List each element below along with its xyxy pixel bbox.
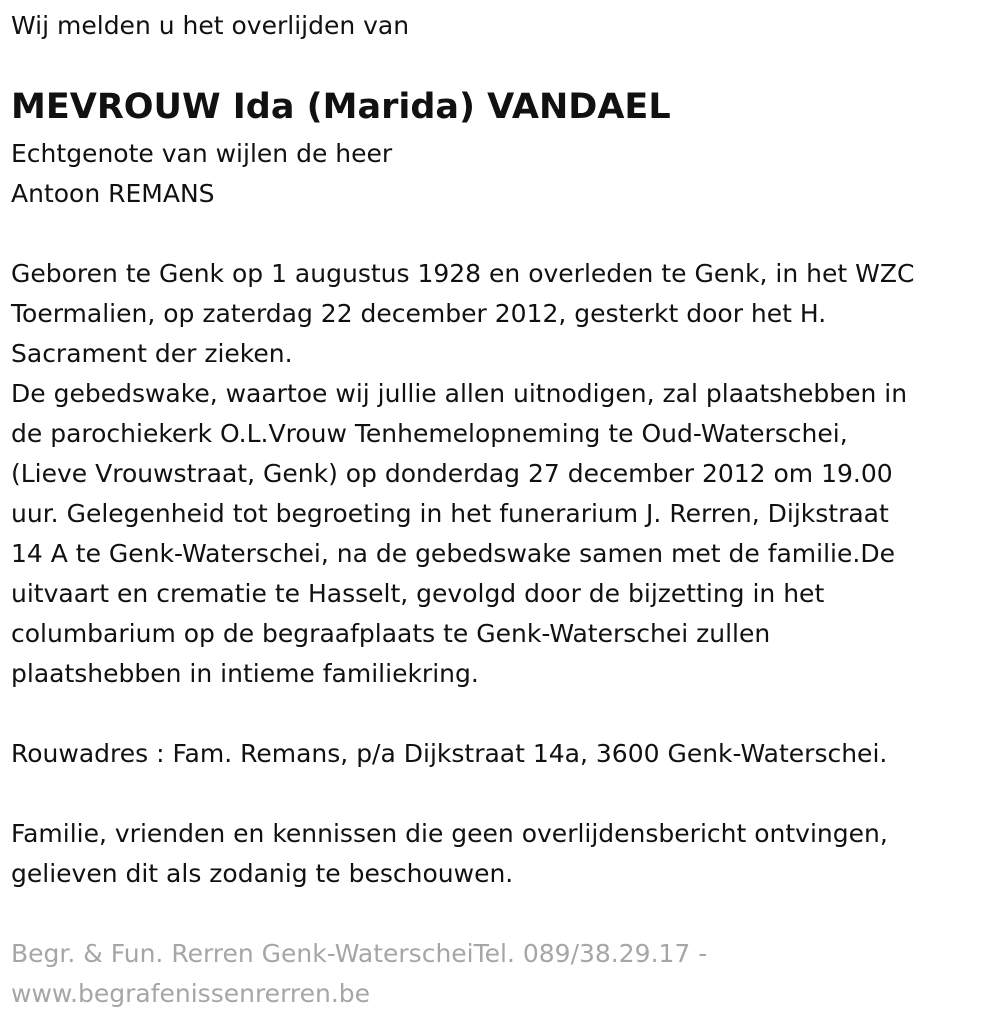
notice-line: Familie, vrienden en kennissen die geen overlijdensbericht ontvingen,	[11, 819, 888, 848]
body-line: De gebedswake, waartoe wij jullie allen uitnodigen, zal plaatshebben in	[11, 379, 908, 408]
spouse-line: Antoon REMANS	[11, 179, 215, 208]
funeral-home-footer	[11, 934, 707, 1014]
body-line: plaatshebben in intieme familiekring.	[11, 659, 479, 688]
mourning-address: Rouwadres : Fam. Remans, p/a Dijkstraat 14a, 3600 Genk-Waterschei.	[11, 739, 888, 768]
intro-text: Wij melden u het overlijden van	[11, 11, 410, 40]
funeral-home-contact: Begr. & Fun. Rerren Genk-WaterscheiTel. 089/38.29.17 -	[11, 939, 708, 968]
spouse-line: Echtgenote van wijlen de heer	[11, 139, 393, 168]
body-line: Geboren te Genk op 1 augustus 1928 en overleden te Genk, in het WZC	[11, 259, 915, 288]
body-line: Toermalien, op zaterdag 22 december 2012, gesterkt door het H.	[11, 299, 827, 328]
body-line: 14 A te Genk-Waterschei, na de gebedswake samen met de familie.De	[11, 539, 895, 568]
funeral-home-website[interactable]: www.begrafenissenrerren.be	[11, 979, 371, 1008]
obituary-body	[11, 254, 914, 694]
body-line: uur. Gelegenheid tot begroeting in het funerarium J. Rerren, Dijkstraat	[11, 499, 889, 528]
body-line: columbarium op de begraafplaats te Genk-Waterschei zullen	[11, 619, 771, 648]
deceased-name: MEVROUW Ida (Marida) VANDAEL	[11, 87, 671, 127]
spouse-info	[11, 134, 392, 214]
body-line: (Lieve Vrouwstraat, Genk) op donderdag 27 december 2012 om 19.00	[11, 459, 893, 488]
body-line: Sacrament der zieken.	[11, 339, 293, 368]
body-line: uitvaart en crematie te Hasselt, gevolgd door de bijzetting in het	[11, 579, 825, 608]
notice-line: gelieven dit als zodanig te beschouwen.	[11, 859, 514, 888]
family-notice	[11, 814, 888, 894]
body-line: de parochiekerk O.L.Vrouw Tenhemelopneming te Oud-Waterschei,	[11, 419, 848, 448]
